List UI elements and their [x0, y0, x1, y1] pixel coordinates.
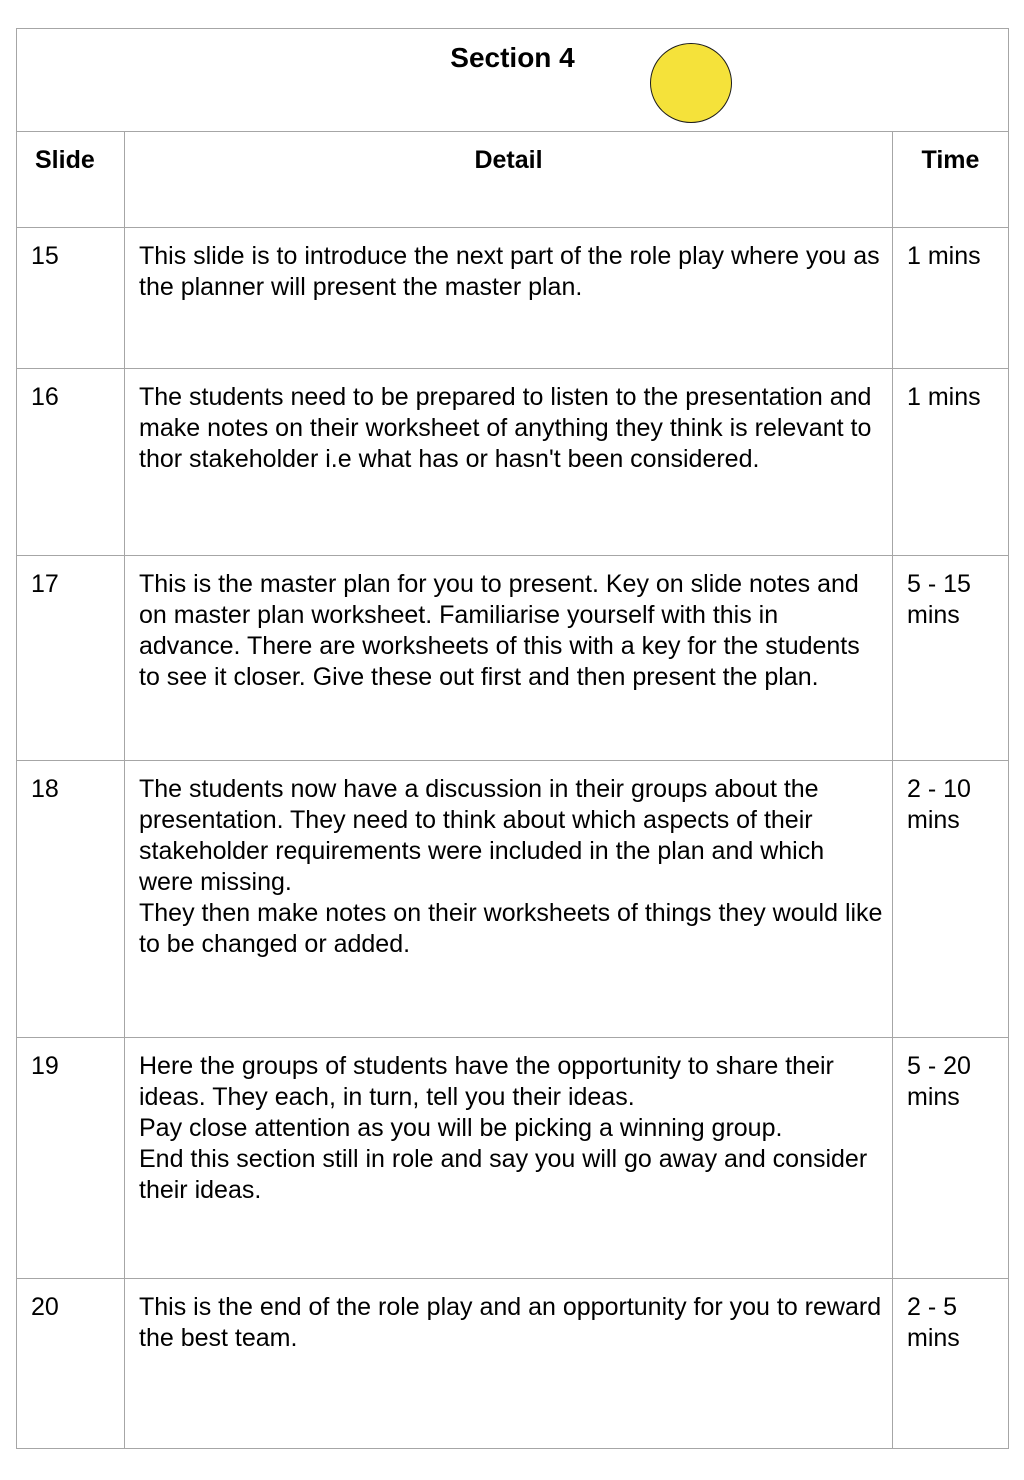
table-row: [17, 1038, 1009, 1279]
slide-time: 5 - 20 mins: [893, 1038, 1009, 1279]
section-title: Section 4: [450, 42, 575, 73]
detail-paragraph: Pay close attention as you will be picking a winning group.: [139, 1114, 783, 1142]
detail-paragraph: This slide is to introduce the next part of the role play where you as the planner will present the master plan.: [139, 242, 880, 301]
detail-paragraph: Here the groups of students have the opportunity to share their ideas. They each, in turn, tell you their ideas.: [139, 1052, 834, 1111]
slide-number: 16: [17, 369, 125, 556]
table-row: [17, 228, 1009, 369]
header-slide: Slide: [17, 132, 125, 228]
slide-detail: [125, 1279, 893, 1449]
detail-paragraph: The students need to be prepared to listen to the presentation and make notes on their worksheet of anything they think is relevant to thor stakeholder i.e what has or hasn't been considered.: [139, 383, 872, 473]
header-detail: Detail: [125, 132, 893, 228]
table-row: [17, 369, 1009, 556]
slide-number: 20: [17, 1279, 125, 1449]
yellow-circle-icon: [650, 43, 732, 123]
detail-paragraph: End this section still in role and say you will go away and consider their ideas.: [139, 1145, 868, 1204]
table-row: [17, 1279, 1009, 1449]
detail-paragraph: This is the end of the role play and an opportunity for you to reward the best team.: [139, 1293, 882, 1352]
slide-detail: [125, 369, 893, 556]
section-title-row: [17, 29, 1009, 132]
header-row: [17, 132, 1009, 228]
slide-time: 1 mins: [893, 228, 1009, 369]
slide-number: 15: [17, 228, 125, 369]
lesson-plan-table: [16, 28, 1009, 1449]
header-time: Time: [893, 132, 1009, 228]
slide-detail: [125, 1038, 893, 1279]
detail-paragraph: They then make notes on their worksheets of things they would like to be changed or added.: [139, 899, 883, 958]
slide-time: 5 - 15 mins: [893, 556, 1009, 761]
table-row: [17, 556, 1009, 761]
slide-time: 2 - 5 mins: [893, 1279, 1009, 1449]
slide-detail: [125, 761, 893, 1038]
slide-detail: [125, 556, 893, 761]
table-row: [17, 761, 1009, 1038]
detail-paragraph: The students now have a discussion in their groups about the presentation. They need to think about which aspects of their stakeholder requirements were included in the plan and which were missing.: [139, 775, 825, 896]
slide-detail: [125, 228, 893, 369]
slide-time: 1 mins: [893, 369, 1009, 556]
slide-number: 18: [17, 761, 125, 1038]
slide-number: 17: [17, 556, 125, 761]
slide-number: 19: [17, 1038, 125, 1279]
slide-time: 2 - 10 mins: [893, 761, 1009, 1038]
section-title-cell: [17, 29, 1009, 132]
detail-paragraph: This is the master plan for you to present. Key on slide notes and on master plan worksheet. Familiarise yourself with this in advance. There are worksheets of this with a key for the students to see it closer. Give these out first and then present the plan.: [139, 570, 860, 691]
